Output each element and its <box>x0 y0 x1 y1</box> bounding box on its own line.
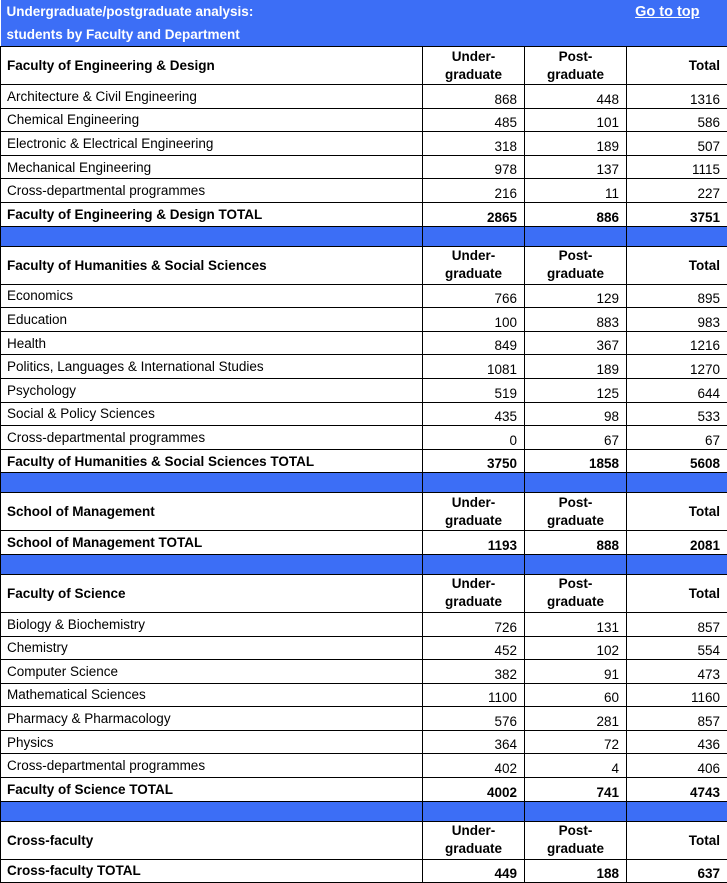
undergraduate-count: 868 <box>423 85 525 109</box>
undergraduate-total: 1193 <box>423 531 525 555</box>
postgraduate-column-header <box>525 821 627 859</box>
faculty-name: Cross-faculty <box>1 821 423 859</box>
table-row <box>1 660 727 684</box>
department-name: Psychology <box>1 378 423 402</box>
postgraduate-header-label: Post- graduate <box>547 576 604 609</box>
separator-cell <box>525 473 627 493</box>
page-title: Undergraduate/postgraduate analysis: <box>1 0 525 23</box>
department-name: Social & Policy Sciences <box>1 402 423 426</box>
undergraduate-count: 978 <box>423 155 525 179</box>
undergraduate-count: 382 <box>423 660 525 684</box>
undergraduate-count: 576 <box>423 707 525 731</box>
separator-cell <box>525 226 627 246</box>
postgraduate-count: 72 <box>525 730 627 754</box>
postgraduate-count: 67 <box>525 426 627 450</box>
undergraduate-column-header <box>423 493 525 531</box>
title-row-2 <box>1 23 727 47</box>
undergraduate-count: 0 <box>423 426 525 450</box>
total-count: 554 <box>627 636 727 660</box>
undergraduate-count: 766 <box>423 284 525 308</box>
separator-cell <box>525 554 627 574</box>
department-name: Politics, Languages & International Studies <box>1 355 423 379</box>
faculty-total-row <box>1 859 727 883</box>
department-name: Cross-departmental programmes <box>1 179 423 203</box>
total-count: 67 <box>627 426 727 450</box>
undergraduate-column-header <box>423 47 525 85</box>
separator-cell <box>1 554 423 574</box>
faculty-total-label: Faculty of Science TOTAL <box>1 778 423 802</box>
department-name: Cross-departmental programmes <box>1 754 423 778</box>
undergraduate-count: 1100 <box>423 683 525 707</box>
table-row <box>1 730 727 754</box>
undergraduate-count: 452 <box>423 636 525 660</box>
total-count: 644 <box>627 378 727 402</box>
postgraduate-total: 1858 <box>525 449 627 473</box>
undergraduate-count: 726 <box>423 612 525 636</box>
undergraduate-column-header <box>423 821 525 859</box>
undergraduate-count: 485 <box>423 108 525 132</box>
separator-cell <box>423 226 525 246</box>
postgraduate-column-header <box>525 493 627 531</box>
undergraduate-column-header <box>423 246 525 284</box>
postgraduate-column-header <box>525 47 627 85</box>
total-count: 1115 <box>627 155 727 179</box>
department-name: Electronic & Electrical Engineering <box>1 132 423 156</box>
separator-cell <box>423 554 525 574</box>
department-name: Architecture & Civil Engineering <box>1 85 423 109</box>
undergraduate-total: 3750 <box>423 449 525 473</box>
department-name: Mechanical Engineering <box>1 155 423 179</box>
total-count: 1270 <box>627 355 727 379</box>
undergraduate-header-label: Under- graduate <box>445 576 502 609</box>
table-row <box>1 308 727 332</box>
table-row <box>1 85 727 109</box>
postgraduate-column-header <box>525 574 627 612</box>
separator-cell <box>627 801 727 821</box>
total-count: 983 <box>627 308 727 332</box>
postgraduate-count: 91 <box>525 660 627 684</box>
undergraduate-header-label: Under- graduate <box>445 823 502 856</box>
postgraduate-count: 189 <box>525 132 627 156</box>
table-row <box>1 132 727 156</box>
total-column-header: Total <box>627 47 727 85</box>
undergraduate-total: 449 <box>423 859 525 883</box>
section-separator <box>1 473 727 493</box>
postgraduate-count: 189 <box>525 355 627 379</box>
faculty-name: School of Management <box>1 493 423 531</box>
table-row <box>1 707 727 731</box>
department-name: Economics <box>1 284 423 308</box>
faculty-name: Faculty of Engineering & Design <box>1 47 423 85</box>
table-row <box>1 426 727 450</box>
total-count: 1316 <box>627 85 727 109</box>
table-row <box>1 402 727 426</box>
postgraduate-header-label: Post- graduate <box>547 823 604 856</box>
title-row <box>1 0 727 23</box>
undergraduate-header-label: Under- graduate <box>445 495 502 528</box>
postgraduate-count: 11 <box>525 179 627 203</box>
faculty-total-label: Cross-faculty TOTAL <box>1 859 423 883</box>
go-to-top-cell <box>525 0 727 23</box>
grand-total: 637 <box>627 859 727 883</box>
section-separator <box>1 226 727 246</box>
total-count: 406 <box>627 754 727 778</box>
postgraduate-count: 98 <box>525 402 627 426</box>
section-separator <box>1 801 727 821</box>
postgraduate-total: 188 <box>525 859 627 883</box>
faculty-header-row <box>1 574 727 612</box>
table-row <box>1 284 727 308</box>
separator-cell <box>1 226 423 246</box>
postgraduate-total: 741 <box>525 778 627 802</box>
separator-cell <box>627 226 727 246</box>
total-count: 895 <box>627 284 727 308</box>
grand-total: 2081 <box>627 531 727 555</box>
postgraduate-column-header <box>525 246 627 284</box>
separator-cell <box>1 473 423 493</box>
postgraduate-count: 448 <box>525 85 627 109</box>
table-row <box>1 378 727 402</box>
undergraduate-count: 216 <box>423 179 525 203</box>
undergraduate-count: 402 <box>423 754 525 778</box>
total-count: 533 <box>627 402 727 426</box>
total-column-header: Total <box>627 821 727 859</box>
total-column-header: Total <box>627 493 727 531</box>
postgraduate-total: 888 <box>525 531 627 555</box>
faculty-total-row <box>1 449 727 473</box>
total-count: 473 <box>627 660 727 684</box>
postgraduate-count: 131 <box>525 612 627 636</box>
table-row <box>1 612 727 636</box>
table-row <box>1 179 727 203</box>
department-name: Physics <box>1 730 423 754</box>
separator-cell <box>627 554 727 574</box>
postgraduate-total: 886 <box>525 202 627 226</box>
table-row <box>1 331 727 355</box>
separator-cell <box>627 473 727 493</box>
postgraduate-count: 101 <box>525 108 627 132</box>
undergraduate-count: 849 <box>423 331 525 355</box>
postgraduate-count: 367 <box>525 331 627 355</box>
table-row <box>1 683 727 707</box>
undergraduate-total: 4002 <box>423 778 525 802</box>
page-subtitle: students by Faculty and Department <box>1 23 727 47</box>
department-name: Chemistry <box>1 636 423 660</box>
faculty-total-label: School of Management TOTAL <box>1 531 423 555</box>
department-name: Mathematical Sciences <box>1 683 423 707</box>
separator-cell <box>1 801 423 821</box>
go-to-top-link[interactable]: Go to top <box>635 4 699 20</box>
department-name: Computer Science <box>1 660 423 684</box>
grand-total: 4743 <box>627 778 727 802</box>
total-count: 1160 <box>627 683 727 707</box>
undergraduate-header-label: Under- graduate <box>445 248 502 281</box>
total-count: 586 <box>627 108 727 132</box>
postgraduate-header-label: Post- graduate <box>547 495 604 528</box>
faculty-total-label: Faculty of Humanities & Social Sciences TOTAL <box>1 449 423 473</box>
undergraduate-count: 1081 <box>423 355 525 379</box>
total-count: 857 <box>627 707 727 731</box>
total-count: 857 <box>627 612 727 636</box>
faculty-header-row <box>1 493 727 531</box>
postgraduate-header-label: Post- graduate <box>547 248 604 281</box>
total-count: 227 <box>627 179 727 203</box>
undergraduate-count: 364 <box>423 730 525 754</box>
grand-total: 3751 <box>627 202 727 226</box>
section-separator <box>1 554 727 574</box>
postgraduate-count: 129 <box>525 284 627 308</box>
faculty-header-row <box>1 47 727 85</box>
undergraduate-count: 519 <box>423 378 525 402</box>
department-name: Education <box>1 308 423 332</box>
total-count: 436 <box>627 730 727 754</box>
postgraduate-count: 102 <box>525 636 627 660</box>
faculty-total-row <box>1 531 727 555</box>
department-name: Cross-departmental programmes <box>1 426 423 450</box>
faculty-total-row <box>1 778 727 802</box>
department-name: Health <box>1 331 423 355</box>
total-count: 1216 <box>627 331 727 355</box>
table-row <box>1 108 727 132</box>
faculty-header-row <box>1 246 727 284</box>
undergraduate-count: 100 <box>423 308 525 332</box>
table-row <box>1 754 727 778</box>
undergraduate-column-header <box>423 574 525 612</box>
faculty-name: Faculty of Science <box>1 574 423 612</box>
postgraduate-count: 60 <box>525 683 627 707</box>
faculty-header-row <box>1 821 727 859</box>
faculty-total-label: Faculty of Engineering & Design TOTAL <box>1 202 423 226</box>
undergraduate-count: 435 <box>423 402 525 426</box>
department-name: Pharmacy & Pharmacology <box>1 707 423 731</box>
undergraduate-header-label: Under- graduate <box>445 49 502 82</box>
postgraduate-count: 883 <box>525 308 627 332</box>
separator-cell <box>525 801 627 821</box>
faculty-name: Faculty of Humanities & Social Sciences <box>1 246 423 284</box>
grand-total: 5608 <box>627 449 727 473</box>
department-name: Biology & Biochemistry <box>1 612 423 636</box>
postgraduate-count: 281 <box>525 707 627 731</box>
table-row <box>1 355 727 379</box>
table-row <box>1 155 727 179</box>
separator-cell <box>423 473 525 493</box>
faculty-total-row <box>1 202 727 226</box>
postgraduate-count: 4 <box>525 754 627 778</box>
postgraduate-count: 137 <box>525 155 627 179</box>
postgraduate-header-label: Post- graduate <box>547 49 604 82</box>
separator-cell <box>423 801 525 821</box>
department-name: Chemical Engineering <box>1 108 423 132</box>
postgraduate-count: 125 <box>525 378 627 402</box>
total-column-header: Total <box>627 574 727 612</box>
total-column-header: Total <box>627 246 727 284</box>
total-count: 507 <box>627 132 727 156</box>
undergraduate-count: 318 <box>423 132 525 156</box>
undergraduate-total: 2865 <box>423 202 525 226</box>
table-row <box>1 636 727 660</box>
